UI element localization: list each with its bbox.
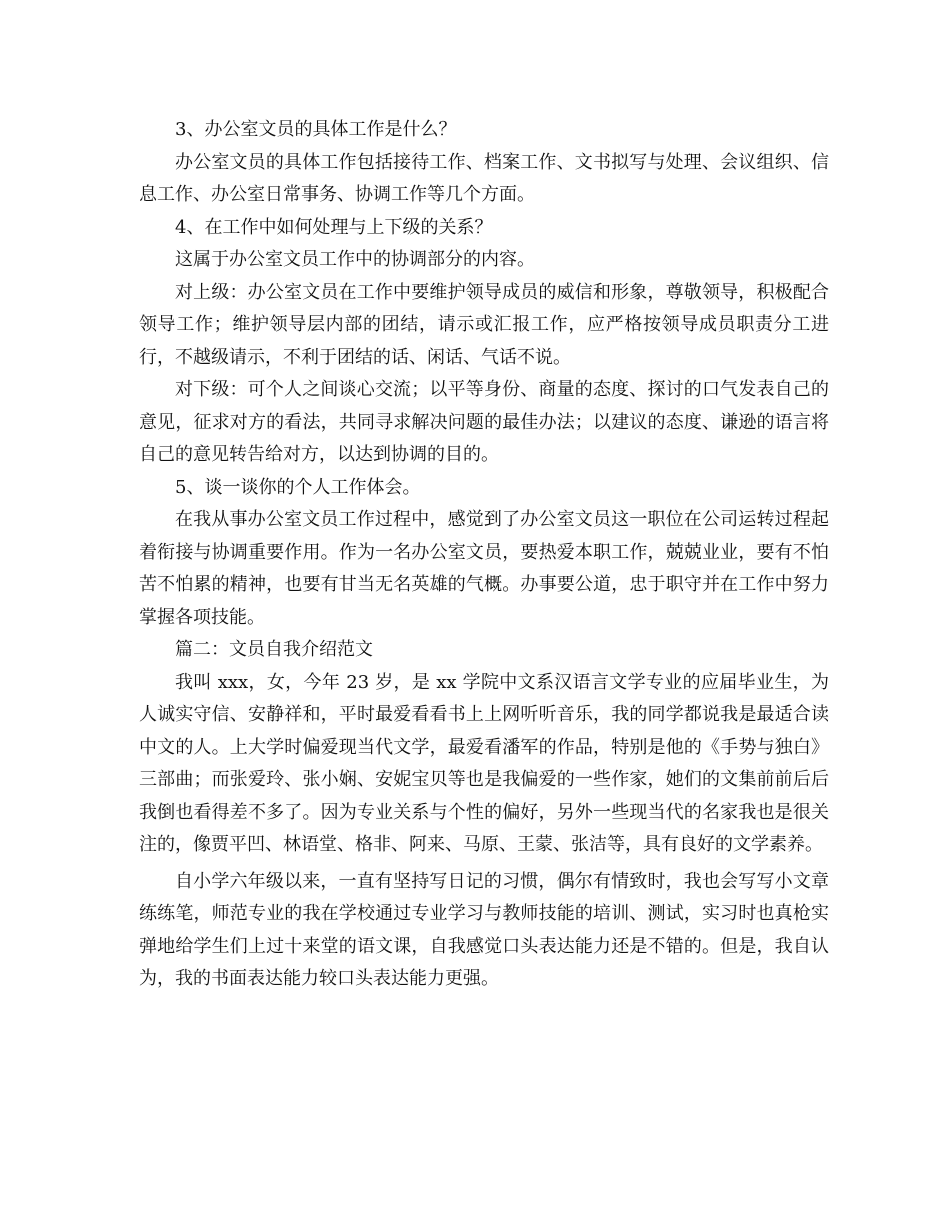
heading-question-4: 4、在工作中如何处理与上下级的关系？ (175, 216, 493, 238)
heading-question-3: 3、办公室文员的具体工作是什么？ (175, 119, 457, 140)
paragraph-subordinates: 对下级：可个人之间谈心交流；以平等身份、商量的态度、探讨的口气发表自己的意见，征求对方的看法，共同寻求解决问题的最佳办法；以建议的态度、谦逊的语言将自己的意见转告给对方，以达到协调的目的。 (139, 379, 829, 465)
paragraph-work-experience: 在我从事办公室文员工作过程中，感觉到了办公室文员这一职位在公司运转过程起着衔接与协调重要作用。作为一名办公室文员，要热爱本职工作，兢兢业业，要有不怕苦不怕累的精神，也要有甘当无名英雄的气概。办事要公道，忠于职守并在工作中努力掌握各项技能。 (139, 509, 829, 628)
heading-part-two: 篇二：文员自我介绍范文 (175, 639, 373, 660)
heading-question-5: 5、谈一谈你的个人工作体会。 (175, 476, 421, 498)
paragraph-coordination-intro: 这属于办公室文员工作中的协调部分的内容。 (175, 249, 535, 270)
paragraph-self-intro: 我叫 xxx，女，今年 23 岁，是 xx 学院中文系汉语言文学专业的应届毕业生，为人诚实守信、安静祥和，平时最爱看看书上上网听听音乐，我的同学都说我是最适合读中文的人。上大学时偏爱现当代文学，最爱看潘军的作品，特别是他的《手势与独白》三部曲；而张爱玲、张小娴、安妮宝贝等也是我偏爱的一些作家，她们的文集前前后后我倒也看得差不多了。因为专业关系与个性的偏好，另外一些现当代的名家我也是很关注的，像贾平凹、林语堂、格非、阿来、马原、王蒙、张洁等，具有良好的文学素养。 (139, 671, 829, 855)
document-body (139, 114, 829, 996)
paragraph-answer-3: 办公室文员的具体工作包括接待工作、档案工作、文书拟写与处理、会议组织、信息工作、办公室日常事务、协调工作等几个方面。 (139, 151, 829, 205)
paragraph-writing-skills: 自小学六年级以来，一直有坚持写日记的习惯，偶尔有情致时，我也会写写小文章练练笔，师范专业的我在学校通过专业学习与教师技能的培训、测试，实习时也真枪实弹地给学生们上过十来堂的语文课，自我感觉口头表达能力还是不错的。但是，我自认为，我的书面表达能力较口头表达能力更强。 (139, 870, 829, 989)
paragraph-superiors: 对上级：办公室文员在工作中要维护领导成员的威信和形象，尊敬领导，积极配合领导工作；维护领导层内部的团结，请示或汇报工作，应严格按领导成员职责分工进行，不越级请示，不利于团结的话、闲话、气话不说。 (139, 281, 829, 368)
